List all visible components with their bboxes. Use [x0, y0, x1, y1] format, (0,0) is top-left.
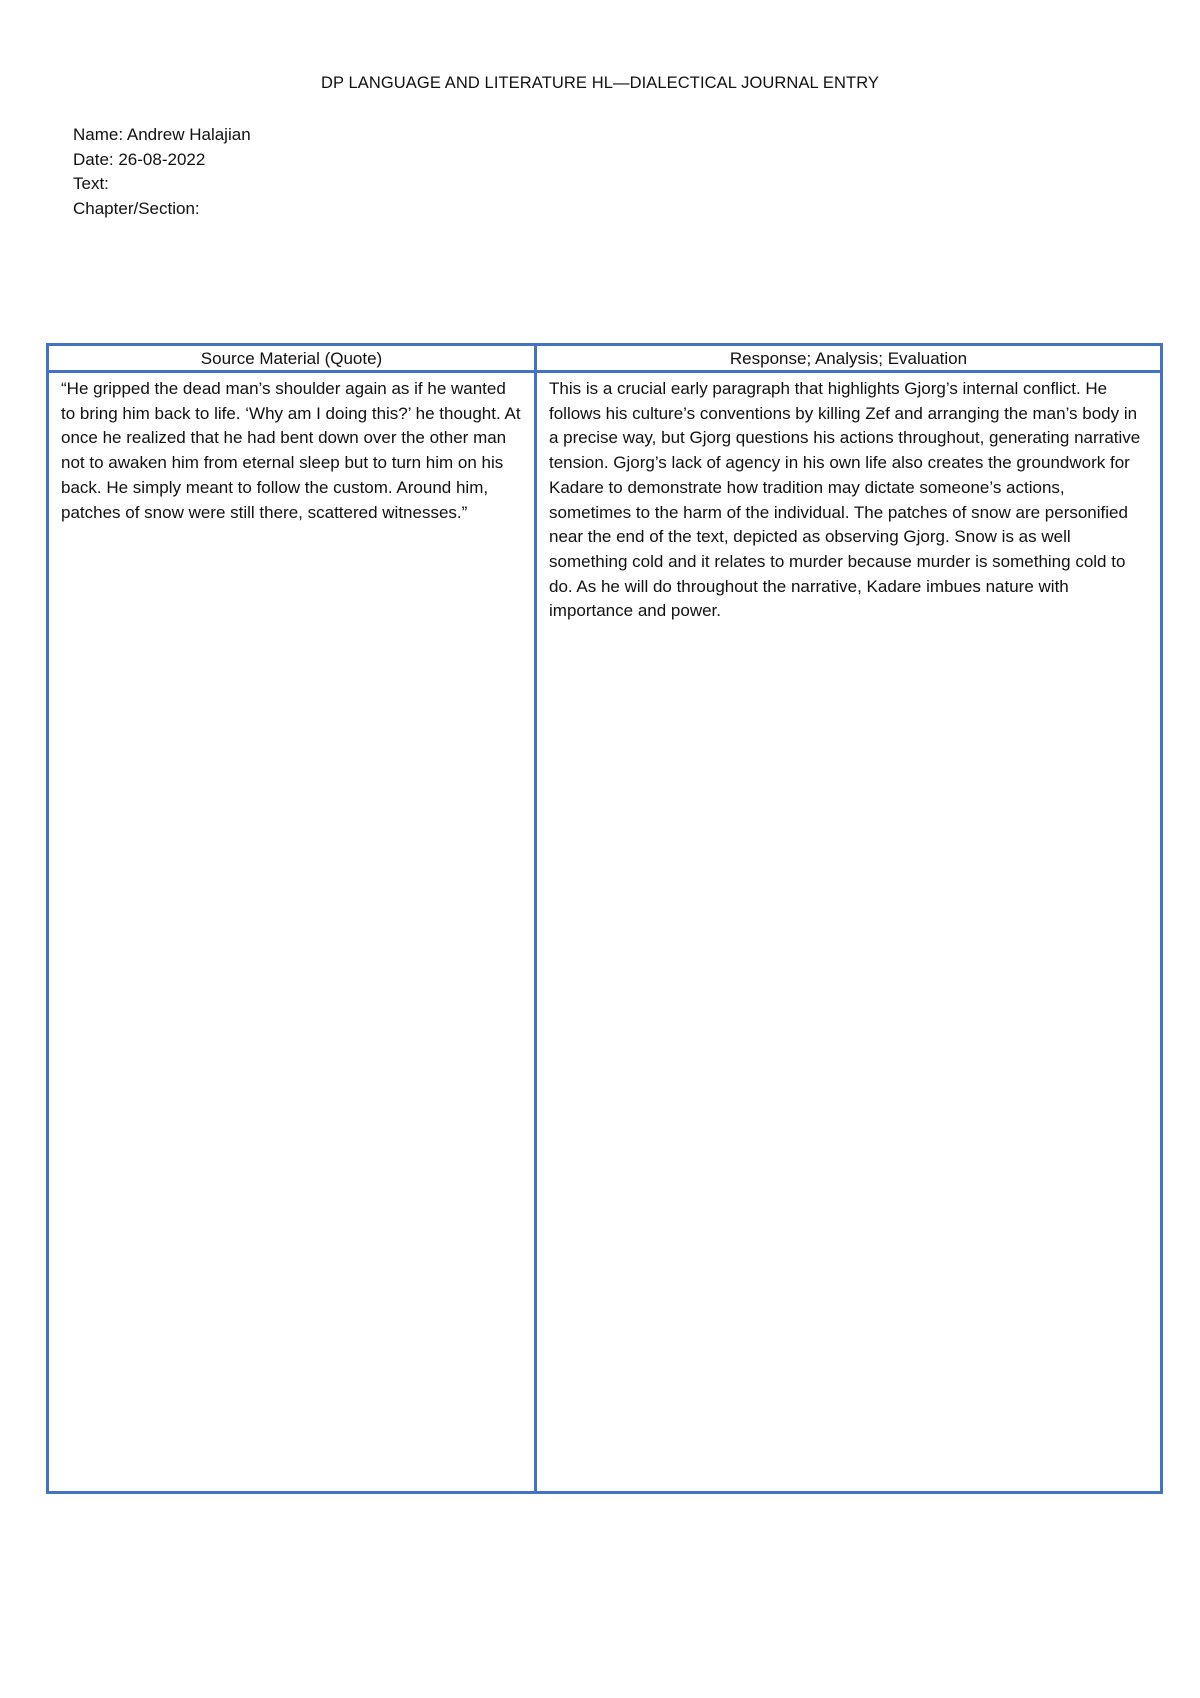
quote-text: “He gripped the dead man’s shoulder again as if he wanted to bring him back to life. ‘Why am I doing this?’ he thought. At once he realized that he had bent down over the other man not to awaken him from eternal sleep but to turn him on his back. He simply meant to follow the custom. Around him, patches of snow were still there, scattered witnesses.”	[61, 379, 521, 522]
response-cell	[536, 372, 1162, 1493]
chapter-section-field: Chapter/Section:	[73, 198, 200, 218]
table-row	[48, 372, 1162, 1493]
date-field: Date: 26-08-2022	[73, 149, 206, 169]
table-header-row	[48, 345, 1162, 372]
quote-cell	[48, 372, 536, 1493]
response-text: This is a crucial early paragraph that highlights Gjorg’s internal conflict. He follows his culture’s conventions by killing Zef and arranging the man’s body in a precise way, but Gjorg questions his actions throughout, generating narrative tension. Gjorg’s lack of agency in his own life also creates the groundwork for Kadare to demonstrate how tradition may dictate someone’s actions, sometimes to the harm of the individual. The patches of snow are personified near the end of the text, depicted as observing Gjorg. Snow is as well something cold and it relates to murder because murder is something cold to do. As he will do throughout the narrative, Kadare imbues nature with importance and power.	[549, 379, 1141, 621]
dialectical-journal-table	[46, 343, 1163, 1494]
source-material-header: Source Material (Quote)	[48, 345, 536, 372]
response-header: Response; Analysis; Evaluation	[536, 345, 1162, 372]
entry-metadata	[73, 123, 251, 221]
document-title: DP LANGUAGE AND LITERATURE HL—DIALECTICAL JOURNAL ENTRY	[320, 74, 880, 92]
text-field: Text:	[73, 174, 109, 193]
name-field: Name: Andrew Halajian	[73, 125, 251, 144]
